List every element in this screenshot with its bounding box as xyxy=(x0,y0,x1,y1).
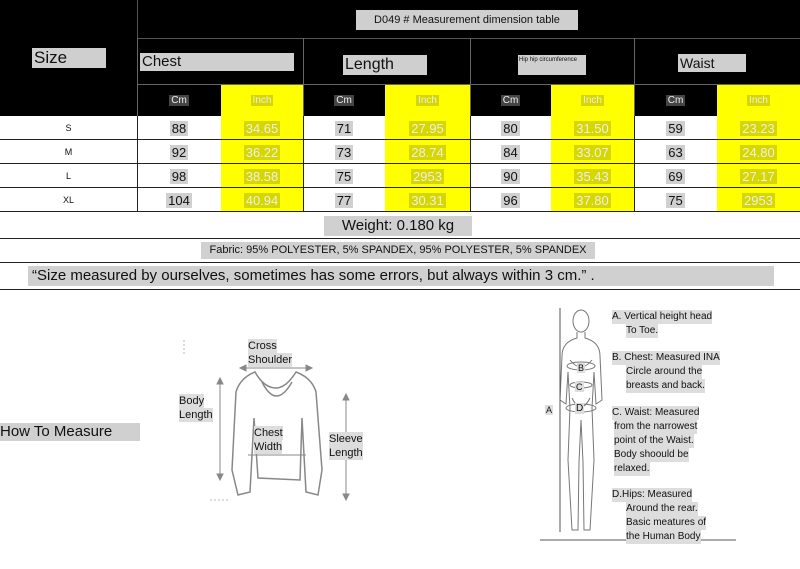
unit-inch: Inch xyxy=(583,95,602,106)
sleeve-length-line2: Length xyxy=(329,447,363,459)
value-cell: 59 xyxy=(668,120,683,136)
value-cell: 24.80 xyxy=(717,140,800,164)
size-cell: XL xyxy=(62,195,74,205)
waist-header: Waist xyxy=(678,54,746,72)
cross-shoulder-line1: Cross xyxy=(248,340,277,352)
note-line: Circle around the xyxy=(626,366,703,377)
sleeve-length-label xyxy=(329,432,363,460)
note-line: point of the Waist. xyxy=(614,435,694,446)
value-cell: 40.94 xyxy=(221,188,303,212)
disclaimer-label: “Size measured by ourselves, sometimes has some errors, but always within 3 cm.” . xyxy=(28,266,774,286)
sleeve-length-line1: Sleeve xyxy=(329,433,363,445)
note-d xyxy=(612,488,706,544)
size-header: Size xyxy=(32,48,106,68)
chest-width-label xyxy=(254,426,283,454)
value-cell: 75 xyxy=(668,192,683,208)
value-cell: 75 xyxy=(336,168,352,184)
value-cell: 34.65 xyxy=(221,116,303,140)
value-cell: 28.74 xyxy=(385,140,470,164)
value-cell: 23.23 xyxy=(717,116,800,140)
note-line: the Human Body xyxy=(626,531,701,542)
chest-width-line2: Width xyxy=(254,441,283,453)
unit-inch: Inch xyxy=(252,95,272,106)
value-cell: 92 xyxy=(171,144,187,160)
marker-a: A xyxy=(546,405,553,415)
value-cell: 104 xyxy=(168,192,190,208)
note-line: D.Hips: Measured xyxy=(612,489,693,500)
table-title: D049 # Measurement dimension table xyxy=(356,10,578,30)
hip-header-label: Hip hip circumference xyxy=(519,57,578,63)
value-cell: 2953 xyxy=(385,164,470,188)
unit-cm: Cm xyxy=(171,95,187,106)
note-line: To Toe. xyxy=(626,325,659,336)
unit-inch: Inch xyxy=(418,95,437,106)
value-cell: 33.07 xyxy=(551,140,634,164)
value-cell: 73 xyxy=(336,144,352,160)
weight-label: Weight: 0.180 kg xyxy=(324,216,472,236)
value-cell: 77 xyxy=(336,192,352,208)
note-line: C. Waist: Measured xyxy=(612,407,700,418)
how-to-measure-title: How To Measure xyxy=(0,423,140,441)
unit-inch: Inch xyxy=(749,95,768,106)
value-cell: 35.43 xyxy=(551,164,634,188)
body-length-line1: Body xyxy=(179,395,205,407)
body-length-label xyxy=(179,394,213,422)
note-line: relaxed. xyxy=(614,463,650,474)
cross-shoulder-label xyxy=(248,339,292,367)
size-cell: S xyxy=(65,123,72,133)
cross-shoulder-line2: Shoulder xyxy=(248,354,293,366)
note-c xyxy=(612,406,699,476)
value-cell: 36.22 xyxy=(221,140,303,164)
note-b xyxy=(612,351,720,393)
value-cell: 98 xyxy=(171,168,187,184)
size-cell: L xyxy=(65,171,71,181)
value-cell: 38.58 xyxy=(221,164,303,188)
note-line: Around the rear. xyxy=(626,503,698,514)
marker-d: D xyxy=(576,403,584,414)
value-cell: 2953 xyxy=(717,188,800,212)
marker-b: B xyxy=(578,363,585,373)
marker-c: C xyxy=(576,382,583,392)
unit-cm: Cm xyxy=(336,95,352,106)
unit-cm: Cm xyxy=(502,95,519,106)
value-cell: 80 xyxy=(503,120,518,136)
value-cell: 69 xyxy=(668,168,683,184)
note-line: B. Chest: Measured INA xyxy=(612,352,720,363)
length-header: Length xyxy=(343,55,427,75)
value-cell: 27.95 xyxy=(385,116,470,140)
value-cell: 88 xyxy=(171,120,187,136)
fabric-label: Fabric: 95% POLYESTER, 5% SPANDEX, 95% POLYESTER, 5% SPANDEX xyxy=(201,242,595,259)
chest-width-line1: Chest xyxy=(254,427,283,439)
value-cell: 84 xyxy=(503,144,518,160)
note-line: breasts and back. xyxy=(626,380,705,391)
body-length-line2: Length xyxy=(179,409,213,421)
size-cell: M xyxy=(64,147,73,157)
value-cell: 30.31 xyxy=(385,188,470,212)
note-line: A. Vertical height head xyxy=(612,311,713,322)
hip-header xyxy=(518,55,586,75)
note-line: Body shoould be xyxy=(614,449,689,460)
value-cell: 90 xyxy=(503,168,518,184)
value-cell: 96 xyxy=(503,192,518,208)
value-cell: 63 xyxy=(668,144,683,160)
value-cell: 37.80 xyxy=(551,188,634,212)
value-cell: 27.17 xyxy=(717,164,800,188)
chest-header: Chest xyxy=(140,53,294,71)
value-cell: 71 xyxy=(336,120,352,136)
note-a xyxy=(612,310,712,338)
note-line: from the narrowest xyxy=(614,421,698,432)
value-cell: 31.50 xyxy=(551,116,634,140)
note-line: Basic meatures of xyxy=(626,517,707,528)
unit-cm: Cm xyxy=(667,95,684,106)
